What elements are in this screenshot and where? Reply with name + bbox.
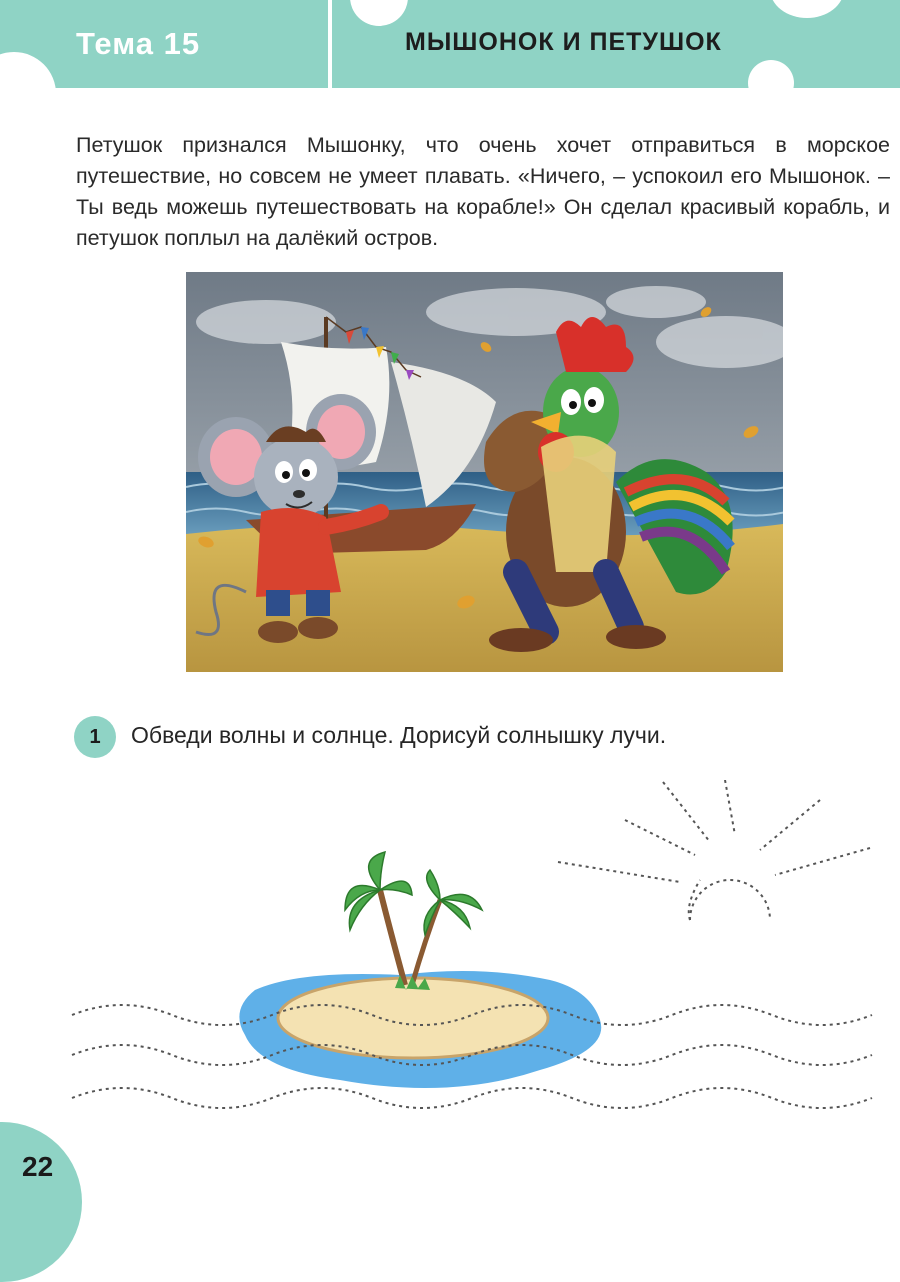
page-title: МЫШОНОК И ПЕТУШОК xyxy=(405,28,722,56)
header-divider xyxy=(328,0,332,88)
topic-label: Тема 15 xyxy=(76,26,201,61)
mouse-and-rooster-illustration xyxy=(186,272,783,672)
decorative-dot xyxy=(770,0,844,18)
decorative-dot xyxy=(350,0,408,26)
page-header xyxy=(0,0,900,88)
dotted-sun xyxy=(558,780,870,920)
decorative-dot xyxy=(748,60,794,88)
task-number-badge: 1 xyxy=(74,716,116,758)
tracing-exercise xyxy=(0,780,900,1140)
page-number: 22 xyxy=(22,1151,54,1182)
task-instruction: Обведи волны и солнце. Дорисуй солнышку лучи. xyxy=(131,722,667,748)
palm-trees xyxy=(345,852,482,990)
story-text: Петушок признался Мышонку, что очень хочет отправиться в морское путешествие, но совсем не умеет плавать. «Ничего, – успокоил его Мышонок. – Ты ведь можешь путешествовать на корабле!» Он сделал красивый корабль, и петушок поплыл на далёкий остров. xyxy=(76,133,890,250)
page-corner-decoration xyxy=(0,1122,82,1282)
decorative-dot xyxy=(0,52,56,88)
